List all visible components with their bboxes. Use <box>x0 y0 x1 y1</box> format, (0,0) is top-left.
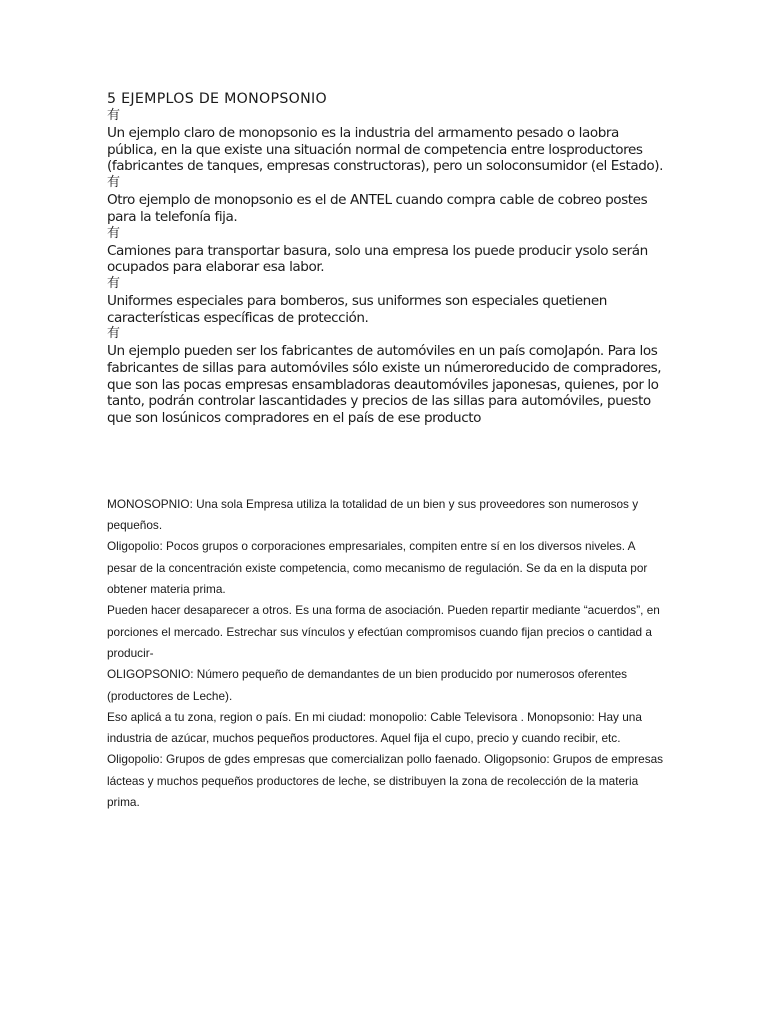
section-spacer <box>107 427 667 494</box>
definitions-section <box>107 494 667 813</box>
bullet-marker: 有 <box>107 175 121 191</box>
example-paragraph: Camiones para transportar basura, solo una empresa los puede producir ysolo serán ocupados para elaborar esa labor. <box>107 242 648 276</box>
definition-paragraph: Eso aplicá a tu zona, region o país. En mi ciudad: monopolio: Cable Televisora . Monopsonio: Hay una industria de azúcar, muchos pequeños productores. Aquel fija el cupo, precio y cuando recibir, etc. Oligopolio: Grupos de gdes empresas que comercializan pollo faenado. Oligopsonio: Grupos de empresas lácteas y muchos pequeños productores de leche, se distribuyen la zona de recolección de la materia prima. <box>107 709 664 809</box>
definition-paragraph: OLIGOPSONIO: Número pequeño de demandantes de un bien producido por numerosos oferentes (productores de Leche). <box>107 667 628 703</box>
definition-paragraph: Oligopolio: Pocos grupos o corporaciones empresariales, compiten entre sí en los diversos niveles. A pesar de la concentración existe competencia, como mecanismo de regulación. Se da en la disputa por obtener materia prima. <box>107 539 648 597</box>
example-paragraph: Un ejemplo claro de monopsonio es la industria del armamento pesado o laobra pública, en la que existe una situación normal de competencia entre losproductores (fabricantes de tanques, empresas constructoras), pero un soloconsumidor (el Estado). <box>107 125 664 175</box>
document-page <box>107 90 667 813</box>
definition-paragraph: MONOSOPNIO: Una sola Empresa utiliza la totalidad de un bien y sus proveedores son numerosos y pequeños. <box>107 496 639 533</box>
bullet-marker: 有 <box>107 275 121 291</box>
document-title: 5 EJEMPLOS DE MONOPSONIO <box>107 91 328 107</box>
bullet-marker: 有 <box>107 225 121 241</box>
example-paragraph: Uniformes especiales para bomberos, sus uniformes son especiales quetienen características específicas de protección. <box>107 292 607 326</box>
bullet-marker: 有 <box>107 326 121 342</box>
definition-paragraph: Pueden hacer desaparecer a otros. Es una forma de asociación. Pueden repartir mediante “acuerdos”, en porciones el mercado. Estrechar sus vínculos y efectúan compromisos cuando fijan precios o cantidad a producir- <box>107 603 660 660</box>
example-paragraph: Otro ejemplo de monopsonio es el de ANTEL cuando compra cable de cobreo postes para la telefonía fija. <box>107 192 648 225</box>
example-paragraph: Un ejemplo pueden ser los fabricantes de automóviles en un país comoJapón. Para los fabricantes de sillas para automóviles sólo existe un númeroreducido de compradores, que son las pocas empresas ensambladoras deautomóviles japonesas, quienes, por lo tanto, podrán controlar lascantidades y precios de las sillas para automóviles, puesto que son losúnicos compradores en el país de ese producto <box>107 343 662 427</box>
bullet-marker: 有 <box>107 108 121 123</box>
